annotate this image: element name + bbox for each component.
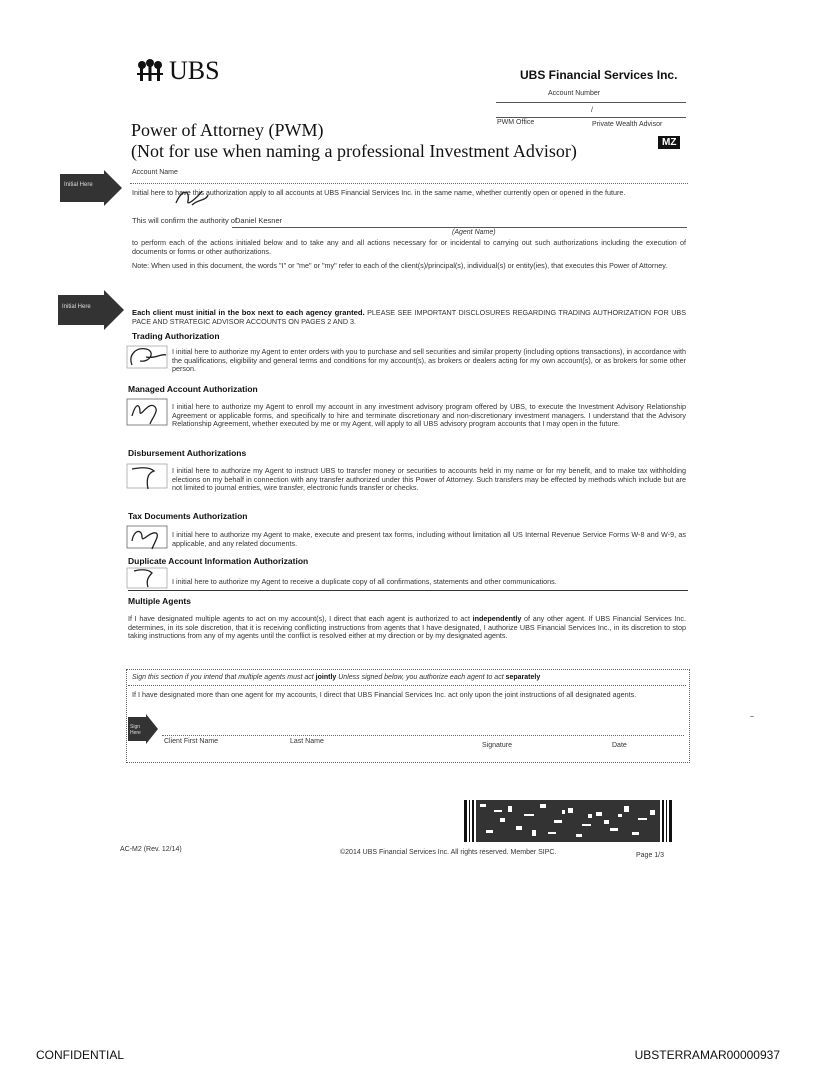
jointly-line2: If I have designated more than one agent for my accounts, I direct that UBS Financial Services Inc. act only upon the joint instructions of all designated agents. <box>132 690 637 699</box>
pwm-office-label: PWM Office <box>497 119 535 126</box>
title-line1: Power of Attorney (PWM) <box>131 120 324 140</box>
mz-badge: MZ <box>658 136 680 149</box>
each-client-text <box>132 309 686 326</box>
office-line <box>496 117 686 118</box>
account-name-label: Account Name <box>132 169 178 176</box>
bates-number: UBSTERRAMAR00000937 <box>634 1048 780 1062</box>
initial-all-accounts-text: Initial here to have this authorization apply to all accounts at UBS Financial Services Inc. in the same name, whether currently open or opened in the future. <box>132 188 626 197</box>
duplicate-text: I initial here to authorize my Agent to receive a duplicate copy of all confirmations, statements and other communications. <box>172 577 557 586</box>
jointly-line1 <box>132 674 684 683</box>
jointly-pre: Sign this section if you intend that multiple agents must act <box>132 674 314 681</box>
multiple-text-pre: If I have designated multiple agents to act on my account(s), I direct that each agent is authorized to act <box>128 614 470 623</box>
initial-here-tab-label-1: Initial Here <box>64 182 93 188</box>
duplicate-rule <box>128 590 688 591</box>
client-first-name-label[interactable]: Client First Name <box>164 738 219 745</box>
account-number-line <box>496 102 686 103</box>
note-text: Note: When used in this document, the words "I" or "me" or "my" refer to each of the client(s)/principal(s), individual(s) or entity(ies), that executes this Power of Attorney. <box>132 261 668 270</box>
section-title-multiple: Multiple Agents <box>128 596 191 606</box>
agent-name-line <box>232 227 687 228</box>
trading-text: I initial here to authorize my Agent to enter orders with you to purchase and sell securities and similar property (including options transactions), in accordance with the qualifications, eligibility and general terms and conditions for my account(s), as brokers or dealers acting for my own account(s), or as brokers for some other person. <box>172 347 686 374</box>
initial-scribble-1 <box>172 187 210 214</box>
section-title-managed: Managed Account Authorization <box>128 384 258 394</box>
date-label[interactable]: Date <box>612 742 627 749</box>
sign-here-arrow <box>128 714 158 749</box>
multiple-text-bold: independently <box>472 614 522 623</box>
tax-text: I initial here to authorize my Agent to make, execute and present tax forms, including without limitation all US Internal Revenue Service Forms W-8 and W-9, as applicable, and any related documents. <box>172 530 686 548</box>
jointly-bold2: separately <box>505 674 541 681</box>
confidential-label: CONFIDENTIAL <box>36 1048 125 1062</box>
initial-here-arrow-1 <box>60 170 122 211</box>
initial-box-tax[interactable] <box>126 525 166 549</box>
last-name-label[interactable]: Last Name <box>290 738 324 745</box>
account-number-label: Account Number <box>548 90 601 97</box>
initial-box-duplicate[interactable] <box>126 567 166 591</box>
sign-here-tab-label: Sign Here <box>130 724 141 736</box>
disbursement-text: I initial here to authorize my Agent to instruct UBS to transfer money or securities to accounts held in my name or for my benefit, and to make tax withholding elections on my behalf in connection with any transfer authorized under this Power of Attorney. Such transfers may be effected by methods which include but are not limited to journal entries, wire transfer, electronic funds transfer or checks. <box>172 466 686 493</box>
initial-here-arrow-2 <box>58 290 124 335</box>
jointly-mid: Unless signed below, you authorize each agent to act <box>338 674 504 681</box>
title-line2: (Not for use when naming a professional Investment Advisor) <box>131 141 577 161</box>
signature-label[interactable]: Signature <box>482 742 512 749</box>
initial-box-managed[interactable] <box>126 398 166 422</box>
agent-name-value: Daniel Kesner <box>235 216 283 225</box>
account-name-line <box>130 183 688 184</box>
section-title-trading: Trading Authorization <box>132 331 220 341</box>
section-title-tax: Tax Documents Authorization <box>128 511 248 521</box>
multiple-agents-text <box>128 615 686 641</box>
each-client-bold: Each client must initial in the box next to each agency granted. <box>132 308 365 317</box>
initial-box-disbursement[interactable] <box>126 463 166 487</box>
managed-text: I initial here to authorize my Agent to enroll my account in any investment advisory program offered by UBS, to execute the Investment Advisory Relationship Agreement or applicable forms, and specifically to hire and terminate discretionary and non-discretionary investment managers. I understand that the Advisory Relationship Agreement, whether executed by me or my Agent, will apply to all UBS advisory program accounts that I may open in the future. <box>172 402 686 429</box>
page-number: Page 1/3 <box>636 852 665 859</box>
logo-text: UBS <box>169 56 220 85</box>
advisor-label: Private Wealth Advisor <box>592 121 663 128</box>
copyright: ©2014 UBS Financial Services Inc. All rights reserved. Member SIPC. <box>340 849 557 856</box>
confirm-prefix: This will confirm the authority of <box>132 216 238 225</box>
perform-text: to perform each of the actions initialed below and to take any and all actions necessary for or incidental to carrying out such authorizations including the execution of documents or forms or other authorizations. <box>132 238 686 256</box>
initial-box-trading[interactable] <box>126 345 166 369</box>
section-title-disbursement: Disbursement Authorizations <box>128 448 247 458</box>
jointly-signature-line <box>162 735 684 736</box>
each-client-rest: PLEASE SEE IMPORTANT DISCLOSURES REGARDING TRADING AUTHORIZATION FOR UBS PACE AND STRATEGIC ADVISOR ACCOUNTS ON PAGES 2 AND 3. <box>132 308 686 326</box>
section-title-duplicate: Duplicate Account Information Authorization <box>128 556 309 566</box>
agent-name-label: (Agent Name) <box>452 229 496 236</box>
margin-mark <box>750 716 754 717</box>
jointly-bold: jointly <box>315 674 337 681</box>
initial-here-tab-label-2: Initial Here <box>62 304 91 310</box>
company-name: UBS Financial Services Inc. <box>520 68 678 82</box>
slash: / <box>591 107 593 114</box>
jointly-box <box>126 669 690 763</box>
form-id: AC-M2 (Rev. 12/14) <box>120 846 182 853</box>
keys-icon <box>133 57 167 85</box>
multiple-text-post: of any other agent. If UBS Financial Services Inc. determines, in its sole discretion, that it is receiving conflicting instructions from agents that I have designated, I authorize UBS Financial Services Inc., in its discretion to stop taking instructions from any of my agents until the conflict is resolved either at my direction or by my designated agents. <box>128 614 686 641</box>
ubs-logo <box>133 56 220 86</box>
barcode <box>464 800 672 842</box>
jointly-divider <box>128 685 686 686</box>
